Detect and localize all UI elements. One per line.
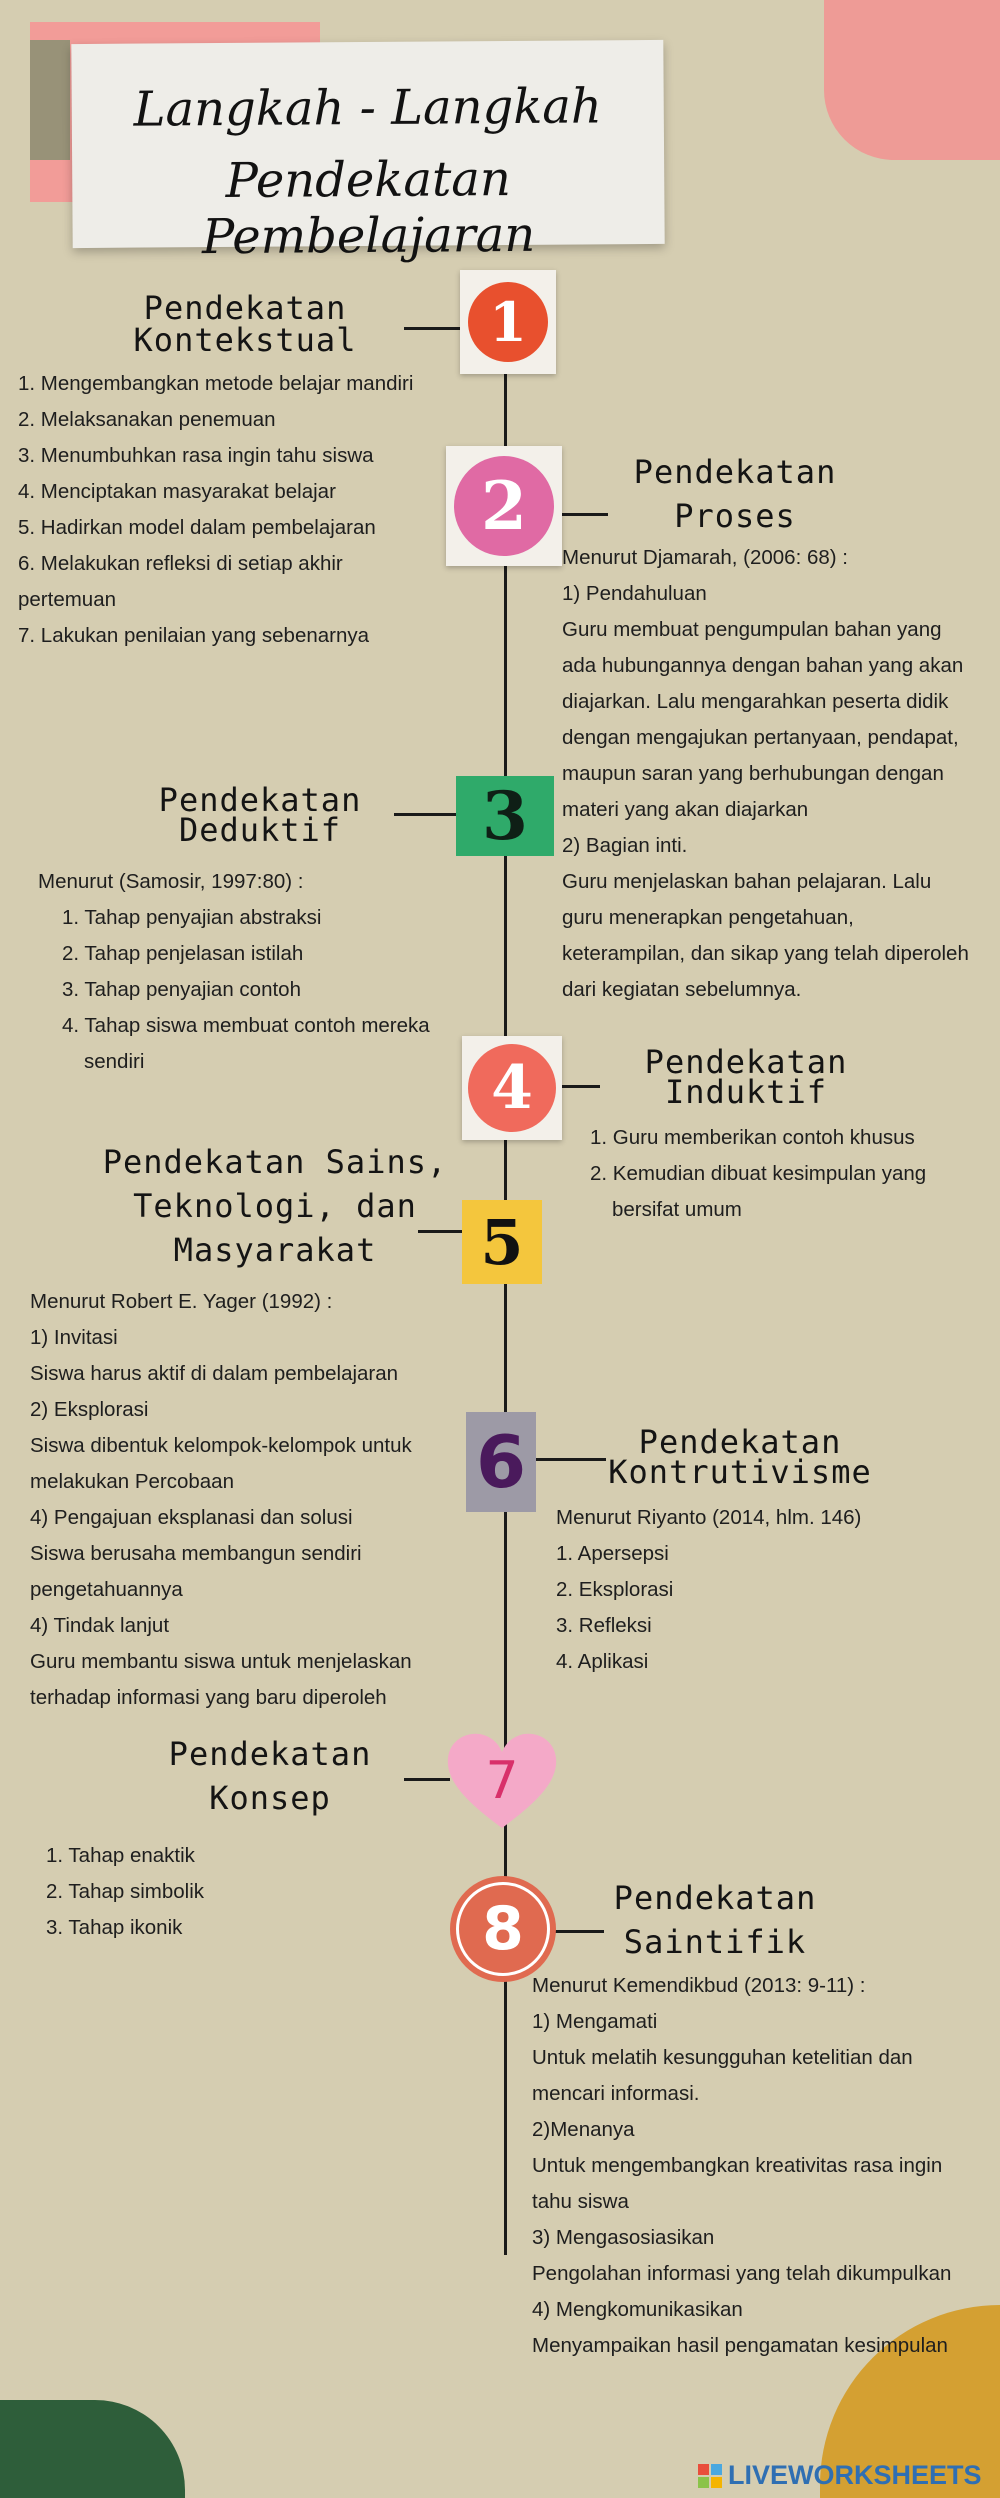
step-2-heading-line: Pendekatan (633, 453, 837, 491)
text-line: Guru membantu siswa untuk menjelaskan (30, 1650, 412, 1673)
list-item: 2. Kemudian dibuat kesimpulan yang (590, 1162, 927, 1185)
brand-name: LIVEWORKSHEETS (728, 2460, 982, 2490)
text-line: Guru menjelaskan bahan pelajaran. Lalu (562, 870, 932, 893)
step-3-heading-line: Pendekatan (158, 781, 362, 819)
list-item: 4. Menciptakan masyarakat belajar (18, 480, 336, 503)
step-5-heading (100, 1140, 450, 1272)
text-line: mencari informasi. (532, 2082, 700, 2105)
step-8-text (532, 1968, 951, 2364)
list-item: Menurut Riyanto (2014, hlm. 146) (556, 1506, 862, 1529)
step-3-list (38, 864, 430, 1080)
step-3-badge (456, 776, 554, 856)
list-item: sendiri (84, 1050, 145, 1073)
connector-4 (558, 1085, 600, 1088)
step-4-list (568, 1120, 926, 1228)
text-line: Menurut Djamarah, (2006: 68) : (562, 546, 848, 569)
text-line: Untuk mengembangkan kreativitas rasa ingin (532, 2154, 943, 2177)
list-item: 4. Aplikasi (556, 1650, 649, 1673)
step-3-heading (110, 778, 410, 852)
corner-green-leaf-bottom (0, 2400, 185, 2498)
list-item: 7. Lakukan penilaian yang sebenarnya (18, 624, 370, 647)
step-7-heading-line: Konsep (209, 1779, 331, 1817)
list-item: 1. Apersepsi (556, 1542, 669, 1565)
step-5-text (30, 1284, 412, 1716)
text-line: 2)Menanya (532, 2118, 635, 2141)
text-line: melakukan Percobaan (30, 1470, 234, 1493)
list-item: 1. Mengembangkan metode belajar mandiri (18, 372, 414, 395)
step-5-heading-line: Teknologi, dan (133, 1187, 417, 1225)
step-6-heading-line: Pendekatan (638, 1423, 842, 1461)
step-6-list (556, 1500, 861, 1680)
text-line: guru menerapkan pengetahuan, (562, 906, 854, 929)
step-2-number: 2 (481, 467, 527, 545)
step-5-badge (462, 1200, 542, 1284)
step-8-heading-line: Saintifik (623, 1923, 807, 1961)
step-7-number: 7 (485, 1751, 519, 1811)
list-item: 2. Tahap penjelasan istilah (62, 942, 304, 965)
footer-brand[interactable] (698, 2460, 982, 2491)
list-item: 3. Tahap penyajian contoh (62, 978, 301, 1001)
text-line: Pengolahan informasi yang telah dikumpulkan (532, 2262, 952, 2285)
text-line: keterampilan, dan sikap yang telah diperoleh (562, 942, 969, 965)
step-4-number: 4 (491, 1053, 533, 1123)
text-line: maupun saran yang berhubungan dengan (562, 762, 944, 785)
text-line: 4) Tindak lanjut (30, 1614, 170, 1637)
text-line: Menurut Robert E. Yager (1992) : (30, 1290, 333, 1313)
list-item: 3. Menumbuhkan rasa ingin tahu siswa (18, 444, 374, 467)
corner-green-leaf (30, 40, 70, 160)
step-7-badge (444, 1730, 560, 1832)
text-line: Siswa harus aktif di dalam pembelajaran (30, 1362, 399, 1385)
list-item: 4. Tahap siswa membuat contoh mereka (62, 1014, 430, 1037)
text-line: 1) Pendahuluan (562, 582, 707, 605)
text-line: 1) Invitasi (30, 1326, 118, 1349)
step-6-badge (466, 1412, 536, 1512)
list-item: 2. Tahap simbolik (46, 1880, 205, 1903)
title-line-2: Pendekatan Pembelajaran (201, 151, 536, 266)
step-7-heading-line: Pendekatan (168, 1735, 372, 1773)
step-6-heading-line: Kontrutivisme (608, 1453, 872, 1491)
step-7-list (40, 1838, 204, 1946)
text-line: Menurut Kemendikbud (2013: 9-11) : (532, 1974, 866, 1997)
list-item: 1. Tahap penyajian abstraksi (62, 906, 322, 929)
text-line: 4) Pengajuan eksplanasi dan solusi (30, 1506, 353, 1529)
step-8-badge (450, 1876, 556, 1982)
text-line: 3) Mengasosiasikan (532, 2226, 715, 2249)
list-item: 5. Hadirkan model dalam pembelajaran (18, 516, 376, 539)
step-4-heading (596, 1040, 896, 1114)
step-7-heading (120, 1732, 420, 1820)
step-2-heading-line: Proses (674, 497, 796, 535)
step-4-heading-line: Induktif (664, 1073, 828, 1111)
text-line: dengan mengajukan pertanyaan, pendapat, (562, 726, 959, 749)
list-item: 1. Guru memberikan contoh khusus (590, 1126, 915, 1149)
step-1-number: 1 (489, 290, 527, 354)
connector-1 (404, 327, 460, 330)
list-intro: Menurut (Samosir, 1997:80) : (38, 870, 304, 893)
text-line: diajarkan. Lalu mengarahkan peserta didik (562, 690, 949, 713)
step-4-badge (462, 1036, 562, 1140)
text-line: tahu siswa (532, 2190, 629, 2213)
list-item: 3. Refleksi (556, 1614, 652, 1637)
text-line: Guru membuat pengumpulan bahan yang (562, 618, 942, 641)
text-line: 1) Mengamati (532, 2010, 658, 2033)
list-item: bersifat umum (612, 1198, 742, 1221)
step-8-number: 8 (482, 1894, 524, 1964)
text-line: terhadap informasi yang baru diperoleh (30, 1686, 387, 1709)
text-line: pengetahuannya (30, 1578, 183, 1601)
title-line-1: Langkah - Langkah (133, 78, 603, 138)
step-1-badge (460, 270, 556, 374)
step-3-number: 3 (482, 777, 528, 855)
list-item: 6. Melakukan refleksi di setiap akhir (18, 552, 343, 575)
text-line: Menyampaikan hasil pengamatan kesimpulan (532, 2334, 948, 2357)
text-line: 4) Mengkomunikasikan (532, 2298, 743, 2321)
step-1-heading (90, 286, 400, 362)
text-line: Siswa berusaha membangun sendiri (30, 1542, 362, 1565)
step-3-heading-line: Deduktif (178, 811, 342, 849)
text-line: dari kegiatan sebelumnya. (562, 978, 802, 1001)
step-1-heading-line: Pendekatan (143, 289, 347, 327)
liveworksheets-logo-icon (698, 2464, 722, 2488)
step-6-heading (590, 1420, 890, 1494)
step-8-heading-line: Pendekatan (613, 1879, 817, 1917)
step-6-number: 6 (475, 1420, 527, 1504)
step-5-number: 5 (480, 1205, 524, 1279)
step-1-heading-line: Kontekstual (133, 321, 357, 359)
step-2-heading (580, 450, 890, 538)
step-5-heading-line: Masyarakat (173, 1231, 377, 1269)
title-card (71, 40, 664, 266)
text-line: Siswa dibentuk kelompok-kelompok untuk (30, 1434, 412, 1457)
list-item: 3. Tahap ikonik (46, 1916, 183, 1939)
text-line: ada hubungannya dengan bahan yang akan (562, 654, 964, 677)
text-line: 2) Bagian inti. (562, 834, 688, 857)
list-item: 1. Tahap enaktik (46, 1844, 195, 1867)
text-line: 2) Eksplorasi (30, 1398, 149, 1421)
corner-pink-texture (824, 0, 1000, 160)
step-1-list (18, 366, 413, 654)
step-4-heading-line: Pendekatan (644, 1043, 848, 1081)
step-2-badge (446, 446, 562, 566)
step-5-heading-line: Pendekatan Sains, (102, 1143, 448, 1181)
text-line: materi yang akan diajarkan (562, 798, 809, 821)
text-line: Untuk melatih kesungguhan ketelitian dan (532, 2046, 913, 2069)
list-item: pertemuan (18, 588, 117, 611)
list-item: 2. Eksplorasi (556, 1578, 674, 1601)
step-2-text (562, 540, 969, 1008)
list-item: 2. Melaksanakan penemuan (18, 408, 276, 431)
step-8-heading (570, 1876, 860, 1964)
